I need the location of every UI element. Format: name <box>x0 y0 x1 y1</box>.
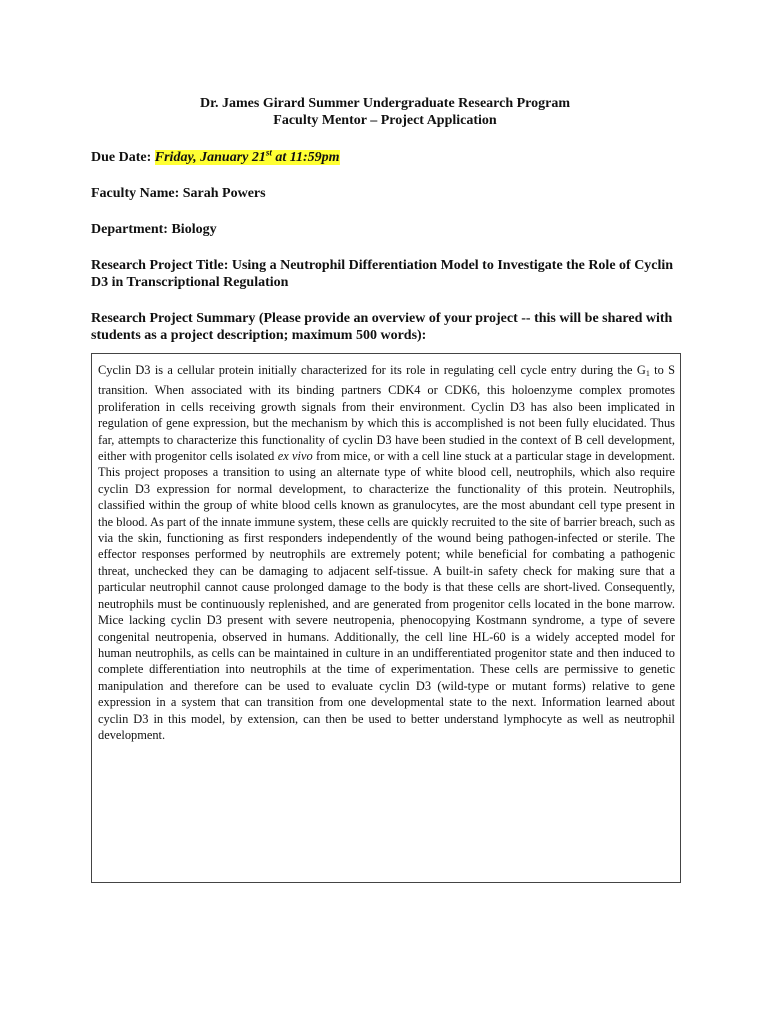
summary-seg-1: Cyclin D3 is a cellular protein initially characterized for its role in regulating cell cycle entry during the G <box>98 363 646 377</box>
summary-seg-3: from mice, or with a cell line stuck at a particular stage in development. This project proposes a transition to using an alternate type of white blood cell, neutrophils, which also require cyclin D3 expression for normal development, to characterize the functionality of this protein. Neutrophils, classified within the group of white blood cells known as granulocytes, are the most abundant cell type present in the blood. As part of the innate immune system, these cells are quickly recruited to the site of barrier breach, such as via the skin, functioning as first responders independently of the wound being pathogen-infected or sterile. The effector responses performed by neutrophils are extremely potent; while beneficial for combating a pathogenic threat, unchecked they can be damaging to adjacent self-tissue. A built-in safety check for making sure that a particular neutrophil cannot cause prolonged damage to the body is that these cells are short-lived. Consequently, neutrophils must be continuously replenished, and are generated from progenitor cells located in the bone marrow. Mice lacking cyclin D3 present with severe neutropenia, phenocopying Kostmann syndrome, a type of severe congenital neutropenia, observed in humans. Additionally, the cell line HL-60 is a widely accepted model for human neutrophils, as cells can be maintained in culture in an undifferentiated progenitor state and then induced to complete differentiation into neutrophils at the time of experimentation. These cells are permissive to genetic manipulation and therefore can be used to evaluate cyclin D3 (wild-type or mutant forms) relative to gene expression in a system that can transition from one developmental state to the next. Information learned about cyclin D3 in this model, by extension, can then be used to better understand lymphocyte as well as neutrophil development. <box>98 449 676 742</box>
summary-seg-2: to S transition. When associated with its binding partners CDK4 or CDK6, this holoenzyme complex promotes proliferation in cells receiving growth signals from their environment. Cyclin D3 has also been implicated in regulation of gene expression, but the mechanism by which this is accomplished is not been fully elucidated. Thus far, attempts to characterize this functionality of cyclin D3 have been studied in the context of B cell development, either with progenitor cells isolated <box>98 363 675 464</box>
due-date-value <box>154 147 340 165</box>
project-title: Research Project Title: Using a Neutrophil Differentiation Model to Investigate the Role of Cyclin D3 in Transcriptional Regulation <box>91 258 674 290</box>
document-header <box>0 95 770 129</box>
due-date-day: Friday, January 21 <box>154 150 266 165</box>
due-date-label: Due Date: <box>91 150 155 165</box>
faculty-name: Faculty Name: Sarah Powers <box>91 186 266 201</box>
due-date-ordinal: st <box>265 147 272 158</box>
due-date-line <box>91 149 683 166</box>
summary-subscript: 1 <box>645 369 650 378</box>
summary-text <box>98 362 675 743</box>
summary-prompt: Research Project Summary (Please provide an overview of your project -- this will be shared with students as a project description; maximum 500 words): <box>91 311 673 343</box>
form-title: Faculty Mentor – Project Application <box>273 113 497 128</box>
due-date-time: at 11:59pm <box>271 150 340 165</box>
summary-box[interactable] <box>91 353 681 883</box>
summary-italic-term: ex vivo <box>277 449 313 464</box>
department: Department: Biology <box>91 222 217 237</box>
program-title: Dr. James Girard Summer Undergraduate Research Program <box>199 96 571 111</box>
